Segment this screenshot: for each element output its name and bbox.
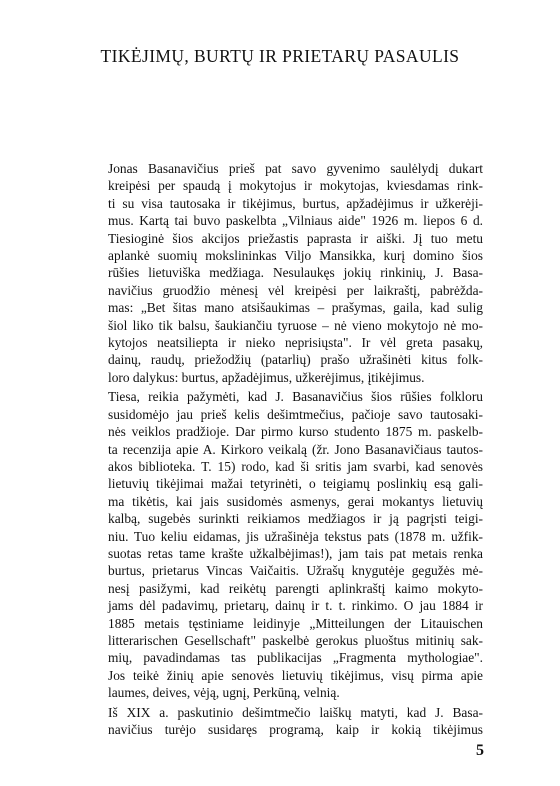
text-line: susidomėjo jau prieš kelis dešimtmečius, pačioje savo tautosaki- — [108, 406, 483, 422]
text-line: Tiesa, reikia pažymėti, kad J. Basanavičius šios rūšies folkloru — [108, 389, 483, 405]
text-line: niu. Tuo keliu eidamas, jis užrašinėja tekstus pats (1878 m. užfik- — [108, 528, 483, 544]
page-title: TIKĖJIMŲ, BURTŲ IR PRIETARŲ PASAULIS — [100, 46, 460, 66]
paragraph-2 — [90, 388, 483, 701]
text-line: ma tikėtis, kai jais susidomės asmenys, gerai mokantys lietuvių — [108, 493, 483, 509]
paragraph-3 — [90, 704, 483, 739]
text-line: mus. Kartą tai buvo paskelbta „Vilniaus aide" 1926 m. liepos 6 d. — [108, 213, 483, 229]
text-line: rūšies lietuviška medžiaga. Nesulaukęs jokių rinkinių, J. Basa- — [108, 265, 483, 281]
text-line: Tiesioginė šios akcijos priežastis paprasta ir aiški. Jį tuo metu — [108, 230, 483, 246]
text-line: ta recenzija apie A. Kirkoro veikalą (žr. Jono Basanavičiaus tautos- — [108, 441, 483, 457]
text-line: šiol liko tik balsu, šaukiančiu tyruose – nė vieno mokytojo nė mo- — [108, 317, 483, 333]
text-line: 1885 metais tęstiniame leidinyje „Mitteilungen der Litauischen — [108, 615, 483, 631]
text-line: mas: „Bet šitas mano atsišaukimas – prašymas, gaila, kad sulig — [108, 300, 483, 316]
paragraph-1 — [90, 160, 483, 386]
text-line: lietuvių tikėjimai mažai tetyrinėti, o teigiamų poslinkių esą gali- — [108, 476, 483, 492]
text-line: akos biblioteka. T. 15) rodo, kad ši sritis jam svarbi, kad senovės — [108, 458, 483, 474]
text-line: kalbą, sugebės surinkti reikiamos medžiagos ir ją pagrįsti teigi- — [108, 511, 483, 527]
text-line: jams dėl padavimų, prietarų, dainų ir t. t. rinkimo. O jau 1884 ir — [108, 598, 483, 614]
text-line: aplankė suomių mokslininkas Viljo Mansikka, kurį domino šios — [108, 248, 483, 264]
text-line: nės veiklos pradžioje. Dar pirmo kurso studento 1875 m. paskelb- — [108, 424, 483, 440]
text-line: ti su visa tautosaka ir tikėjimus, burtus, apžadėjimus ir užkerėji- — [108, 195, 483, 211]
text-line: Jos teikė žinių apie senovės lietuvių tikėjimus, visų pirma apie — [108, 667, 483, 683]
text-line: loro dalykus: burtus, apžadėjimus, užkerėjimus, įtikėjimus. — [108, 369, 425, 385]
text-line: nesį pasižymi, kad reikėtų parengti aplinkraštį kaimo mokyto- — [108, 580, 483, 596]
text-line: litterarischen Gesellschaft" paskelbė gerokus pluoštus mitinių sak- — [108, 632, 483, 648]
text-line: suotas retas tame krašte užkalbėjimas!), jam tais pat metais renka — [108, 545, 483, 561]
page-number: 5 — [476, 742, 484, 759]
text-line: Jonas Basanavičius prieš pat savo gyvenimo saulėlydį dukart — [108, 161, 483, 176]
text-line: laumes, deives, vėją, ugnį, Perkūną, velnią. — [108, 685, 340, 701]
text-line: Iš XIX a. paskutinio dešimtmečio laiškų matyti, kad J. Basa- — [108, 704, 483, 720]
text-line: burtus, prietarus Vincas Vaičaitis. Užrašų knygutėje gegužės mė- — [108, 563, 483, 579]
text-line: kytojos neatsiliepta ir nieko neprisiųsta". Ir vėl greta pasakų, — [108, 335, 483, 351]
text-line: mių, pavadindamas tas publikacijas „Fragmenta mythologiae". — [108, 650, 483, 666]
text-line: navičius turėjo susidaręs programą, kaip ir kokią tikėjimus — [108, 722, 483, 737]
body-text — [90, 160, 483, 738]
text-line: kreipėsi per spaudą į mokytojus ir mokytojas, kviesdamas rink- — [108, 178, 483, 194]
text-line: dainų, raudų, priežodžių (patarlių) prašo užrašinėti kitus folk- — [108, 352, 483, 368]
text-line: navičius gruodžio mėnesį vėl kreipėsi per laikraštį, pabrėžda- — [108, 282, 483, 298]
